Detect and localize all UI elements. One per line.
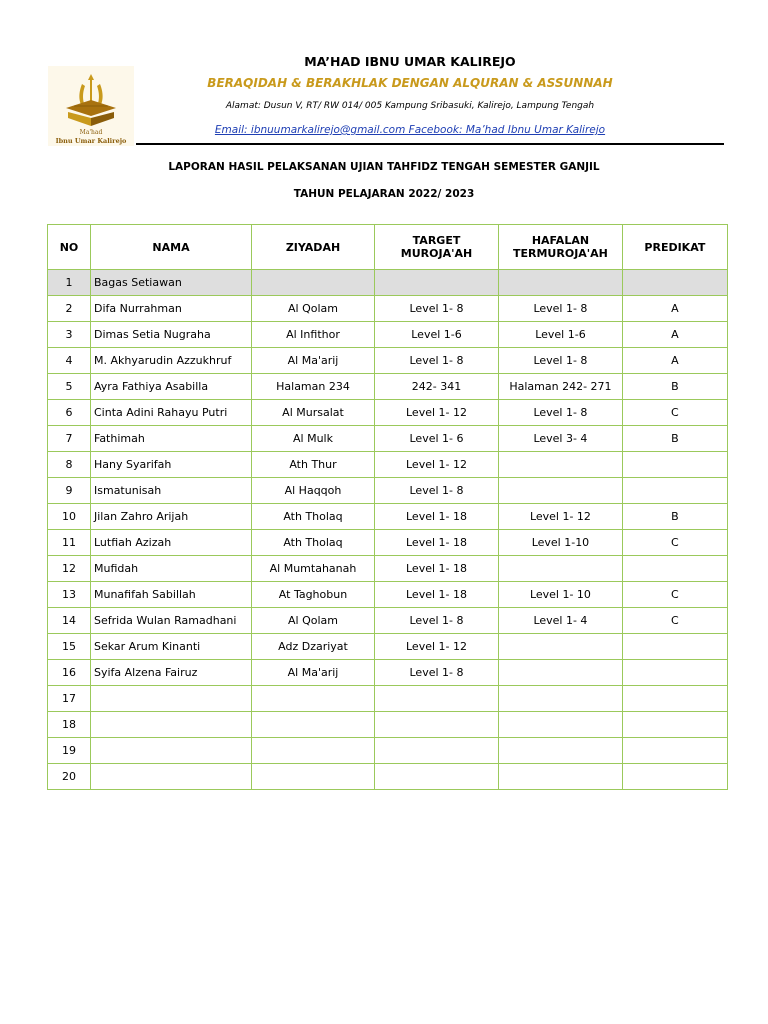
- table-body: [48, 270, 728, 790]
- cell-predikat: C: [622, 608, 727, 634]
- table-row: [48, 348, 728, 374]
- cell-predikat: [622, 556, 727, 582]
- cell-nama: Fathimah: [91, 426, 252, 452]
- cell-predikat: B: [622, 504, 727, 530]
- cell-no: 12: [48, 556, 91, 582]
- cell-ziyadah: Al Ma'arij: [252, 660, 375, 686]
- table-row: [48, 608, 728, 634]
- cell-no: 10: [48, 504, 91, 530]
- report-title: LAPORAN HASIL PELAKSANAN UJIAN TAHFIDZ TENGAH SEMESTER GANJIL: [168, 161, 600, 173]
- cell-target-murojaah: [375, 712, 499, 738]
- cell-no: 11: [48, 530, 91, 556]
- cell-nama: Hany Syarifah: [91, 452, 252, 478]
- cell-hafalan-termurojaah: Level 1- 8: [499, 296, 623, 322]
- cell-target-murojaah: Level 1- 18: [375, 556, 499, 582]
- table-row: [48, 270, 728, 296]
- cell-ziyadah: Al Haqqoh: [252, 478, 375, 504]
- cell-predikat: [622, 686, 727, 712]
- cell-target-murojaah: Level 1- 8: [375, 296, 499, 322]
- cell-nama: Ayra Fathiya Asabilla: [91, 374, 252, 400]
- table-row: [48, 374, 728, 400]
- table-row: [48, 426, 728, 452]
- cell-nama: [91, 686, 252, 712]
- school-name: MA’HAD IBNU UMAR KALIREJO: [304, 54, 516, 69]
- cell-target-murojaah: Level 1- 12: [375, 400, 499, 426]
- cell-ziyadah: Al Mursalat: [252, 400, 375, 426]
- cell-nama: [91, 738, 252, 764]
- cell-target-murojaah: Level 1- 12: [375, 634, 499, 660]
- cell-predikat: [622, 478, 727, 504]
- cell-hafalan-termurojaah: [499, 452, 623, 478]
- cell-hafalan-termurojaah: [499, 660, 623, 686]
- cell-predikat: B: [622, 426, 727, 452]
- column-header-ziyadah: ZIYADAH: [252, 225, 375, 270]
- cell-nama: Difa Nurrahman: [91, 296, 252, 322]
- contact-link[interactable]: Email: ibnuumarkalirejo@gmail.com Facebook: Ma’had Ibnu Umar Kalirejo: [214, 124, 606, 136]
- cell-ziyadah: [252, 270, 375, 296]
- results-table: [47, 224, 728, 790]
- cell-no: 8: [48, 452, 91, 478]
- cell-ziyadah: Al Ma'arij: [252, 348, 375, 374]
- table-row: [48, 686, 728, 712]
- cell-predikat: C: [622, 400, 727, 426]
- cell-ziyadah: [252, 738, 375, 764]
- cell-nama: Sekar Arum Kinanti: [91, 634, 252, 660]
- cell-no: 1: [48, 270, 91, 296]
- cell-target-murojaah: Level 1-6: [375, 322, 499, 348]
- cell-predikat: [622, 452, 727, 478]
- cell-predikat: [622, 270, 727, 296]
- table-row: [48, 738, 728, 764]
- cell-hafalan-termurojaah: Level 1- 8: [499, 400, 623, 426]
- cell-no: 13: [48, 582, 91, 608]
- cell-hafalan-termurojaah: [499, 556, 623, 582]
- cell-no: 19: [48, 738, 91, 764]
- cell-no: 20: [48, 764, 91, 790]
- cell-target-murojaah: [375, 270, 499, 296]
- cell-ziyadah: [252, 686, 375, 712]
- column-header-predikat: PREDIKAT: [622, 225, 727, 270]
- column-header-nama: NAMA: [91, 225, 252, 270]
- cell-target-murojaah: Level 1- 8: [375, 478, 499, 504]
- cell-ziyadah: Ath Tholaq: [252, 530, 375, 556]
- cell-predikat: A: [622, 296, 727, 322]
- cell-nama: M. Akhyarudin Azzukhruf: [91, 348, 252, 374]
- cell-no: 18: [48, 712, 91, 738]
- cell-no: 7: [48, 426, 91, 452]
- school-motto: BERAQIDAH & BERAKHLAK DENGAN ALQURAN & ASSUNNAH: [207, 76, 613, 90]
- cell-ziyadah: Al Infithor: [252, 322, 375, 348]
- cell-hafalan-termurojaah: Level 1- 10: [499, 582, 623, 608]
- cell-target-murojaah: Level 1- 18: [375, 582, 499, 608]
- cell-ziyadah: [252, 712, 375, 738]
- cell-hafalan-termurojaah: Level 1- 8: [499, 348, 623, 374]
- cell-hafalan-termurojaah: Halaman 242- 271: [499, 374, 623, 400]
- cell-ziyadah: Al Qolam: [252, 608, 375, 634]
- cell-target-murojaah: [375, 738, 499, 764]
- cell-hafalan-termurojaah: Level 1- 4: [499, 608, 623, 634]
- cell-hafalan-termurojaah: [499, 270, 623, 296]
- cell-no: 6: [48, 400, 91, 426]
- table-row: [48, 660, 728, 686]
- school-address: Alamat: Dusun V, RT/ RW 014/ 005 Kampung Sribasuki, Kalirejo, Lampung Tengah: [225, 101, 595, 111]
- cell-hafalan-termurojaah: [499, 712, 623, 738]
- cell-no: 5: [48, 374, 91, 400]
- cell-target-murojaah: Level 1- 8: [375, 348, 499, 374]
- cell-target-murojaah: Level 1- 8: [375, 608, 499, 634]
- cell-nama: Jilan Zahro Arijah: [91, 504, 252, 530]
- table-row: [48, 504, 728, 530]
- cell-predikat: B: [622, 374, 727, 400]
- cell-predikat: C: [622, 582, 727, 608]
- cell-nama: [91, 764, 252, 790]
- cell-hafalan-termurojaah: Level 3- 4: [499, 426, 623, 452]
- cell-predikat: A: [622, 322, 727, 348]
- column-header-target-murojaah: TARGET MUROJA'AH: [375, 225, 499, 270]
- cell-hafalan-termurojaah: [499, 686, 623, 712]
- cell-predikat: A: [622, 348, 727, 374]
- cell-ziyadah: Adz Dzariyat: [252, 634, 375, 660]
- cell-predikat: [622, 738, 727, 764]
- cell-target-murojaah: [375, 686, 499, 712]
- cell-nama: Mufidah: [91, 556, 252, 582]
- cell-no: 16: [48, 660, 91, 686]
- table-row: [48, 582, 728, 608]
- column-header-no: NO: [48, 225, 91, 270]
- cell-hafalan-termurojaah: [499, 478, 623, 504]
- cell-target-murojaah: Level 1- 18: [375, 504, 499, 530]
- school-logo: [48, 66, 134, 146]
- cell-predikat: [622, 634, 727, 660]
- table-row: [48, 556, 728, 582]
- cell-predikat: C: [622, 530, 727, 556]
- table-row: [48, 478, 728, 504]
- column-header-hafalan-termurojaah: HAFALAN TERMUROJA'AH: [499, 225, 623, 270]
- cell-ziyadah: Ath Tholaq: [252, 504, 375, 530]
- cell-no: 15: [48, 634, 91, 660]
- cell-nama: Syifa Alzena Fairuz: [91, 660, 252, 686]
- table-row: [48, 296, 728, 322]
- cell-target-murojaah: 242- 341: [375, 374, 499, 400]
- cell-ziyadah: Al Mumtahanah: [252, 556, 375, 582]
- svg-text:Ibnu Umar Kalirejo: Ibnu Umar Kalirejo: [55, 137, 127, 145]
- table-header-row: [48, 225, 728, 270]
- cell-target-murojaah: Level 1- 12: [375, 452, 499, 478]
- cell-nama: Ismatunisah: [91, 478, 252, 504]
- cell-nama: Cinta Adini Rahayu Putri: [91, 400, 252, 426]
- cell-ziyadah: Halaman 234: [252, 374, 375, 400]
- cell-nama: Munafifah Sabillah: [91, 582, 252, 608]
- cell-hafalan-termurojaah: [499, 764, 623, 790]
- cell-no: 9: [48, 478, 91, 504]
- cell-nama: Lutfiah Azizah: [91, 530, 252, 556]
- cell-target-murojaah: Level 1- 8: [375, 660, 499, 686]
- table-row: [48, 634, 728, 660]
- table-row: [48, 764, 728, 790]
- cell-hafalan-termurojaah: [499, 738, 623, 764]
- cell-predikat: [622, 660, 727, 686]
- cell-no: 2: [48, 296, 91, 322]
- cell-hafalan-termurojaah: Level 1-10: [499, 530, 623, 556]
- cell-target-murojaah: Level 1- 18: [375, 530, 499, 556]
- cell-no: 3: [48, 322, 91, 348]
- table-row: [48, 400, 728, 426]
- cell-predikat: [622, 764, 727, 790]
- cell-predikat: [622, 712, 727, 738]
- cell-ziyadah: [252, 764, 375, 790]
- header-divider: [136, 143, 724, 145]
- table-row: [48, 712, 728, 738]
- cell-ziyadah: Al Qolam: [252, 296, 375, 322]
- cell-no: 4: [48, 348, 91, 374]
- svg-text:Ma'had: Ma'had: [79, 129, 103, 136]
- cell-no: 14: [48, 608, 91, 634]
- cell-nama: Sefrida Wulan Ramadhani: [91, 608, 252, 634]
- cell-target-murojaah: Level 1- 6: [375, 426, 499, 452]
- cell-hafalan-termurojaah: [499, 634, 623, 660]
- cell-ziyadah: At Taghobun: [252, 582, 375, 608]
- report-year: TAHUN PELAJARAN 2022/ 2023: [293, 188, 475, 200]
- cell-no: 17: [48, 686, 91, 712]
- cell-hafalan-termurojaah: Level 1- 12: [499, 504, 623, 530]
- cell-ziyadah: Al Mulk: [252, 426, 375, 452]
- cell-hafalan-termurojaah: Level 1-6: [499, 322, 623, 348]
- cell-nama: Bagas Setiawan: [91, 270, 252, 296]
- logo-emblem-icon: [48, 66, 134, 146]
- table-row: [48, 322, 728, 348]
- cell-target-murojaah: [375, 764, 499, 790]
- table-row: [48, 530, 728, 556]
- table-row: [48, 452, 728, 478]
- cell-nama: Dimas Setia Nugraha: [91, 322, 252, 348]
- cell-nama: [91, 712, 252, 738]
- cell-ziyadah: Ath Thur: [252, 452, 375, 478]
